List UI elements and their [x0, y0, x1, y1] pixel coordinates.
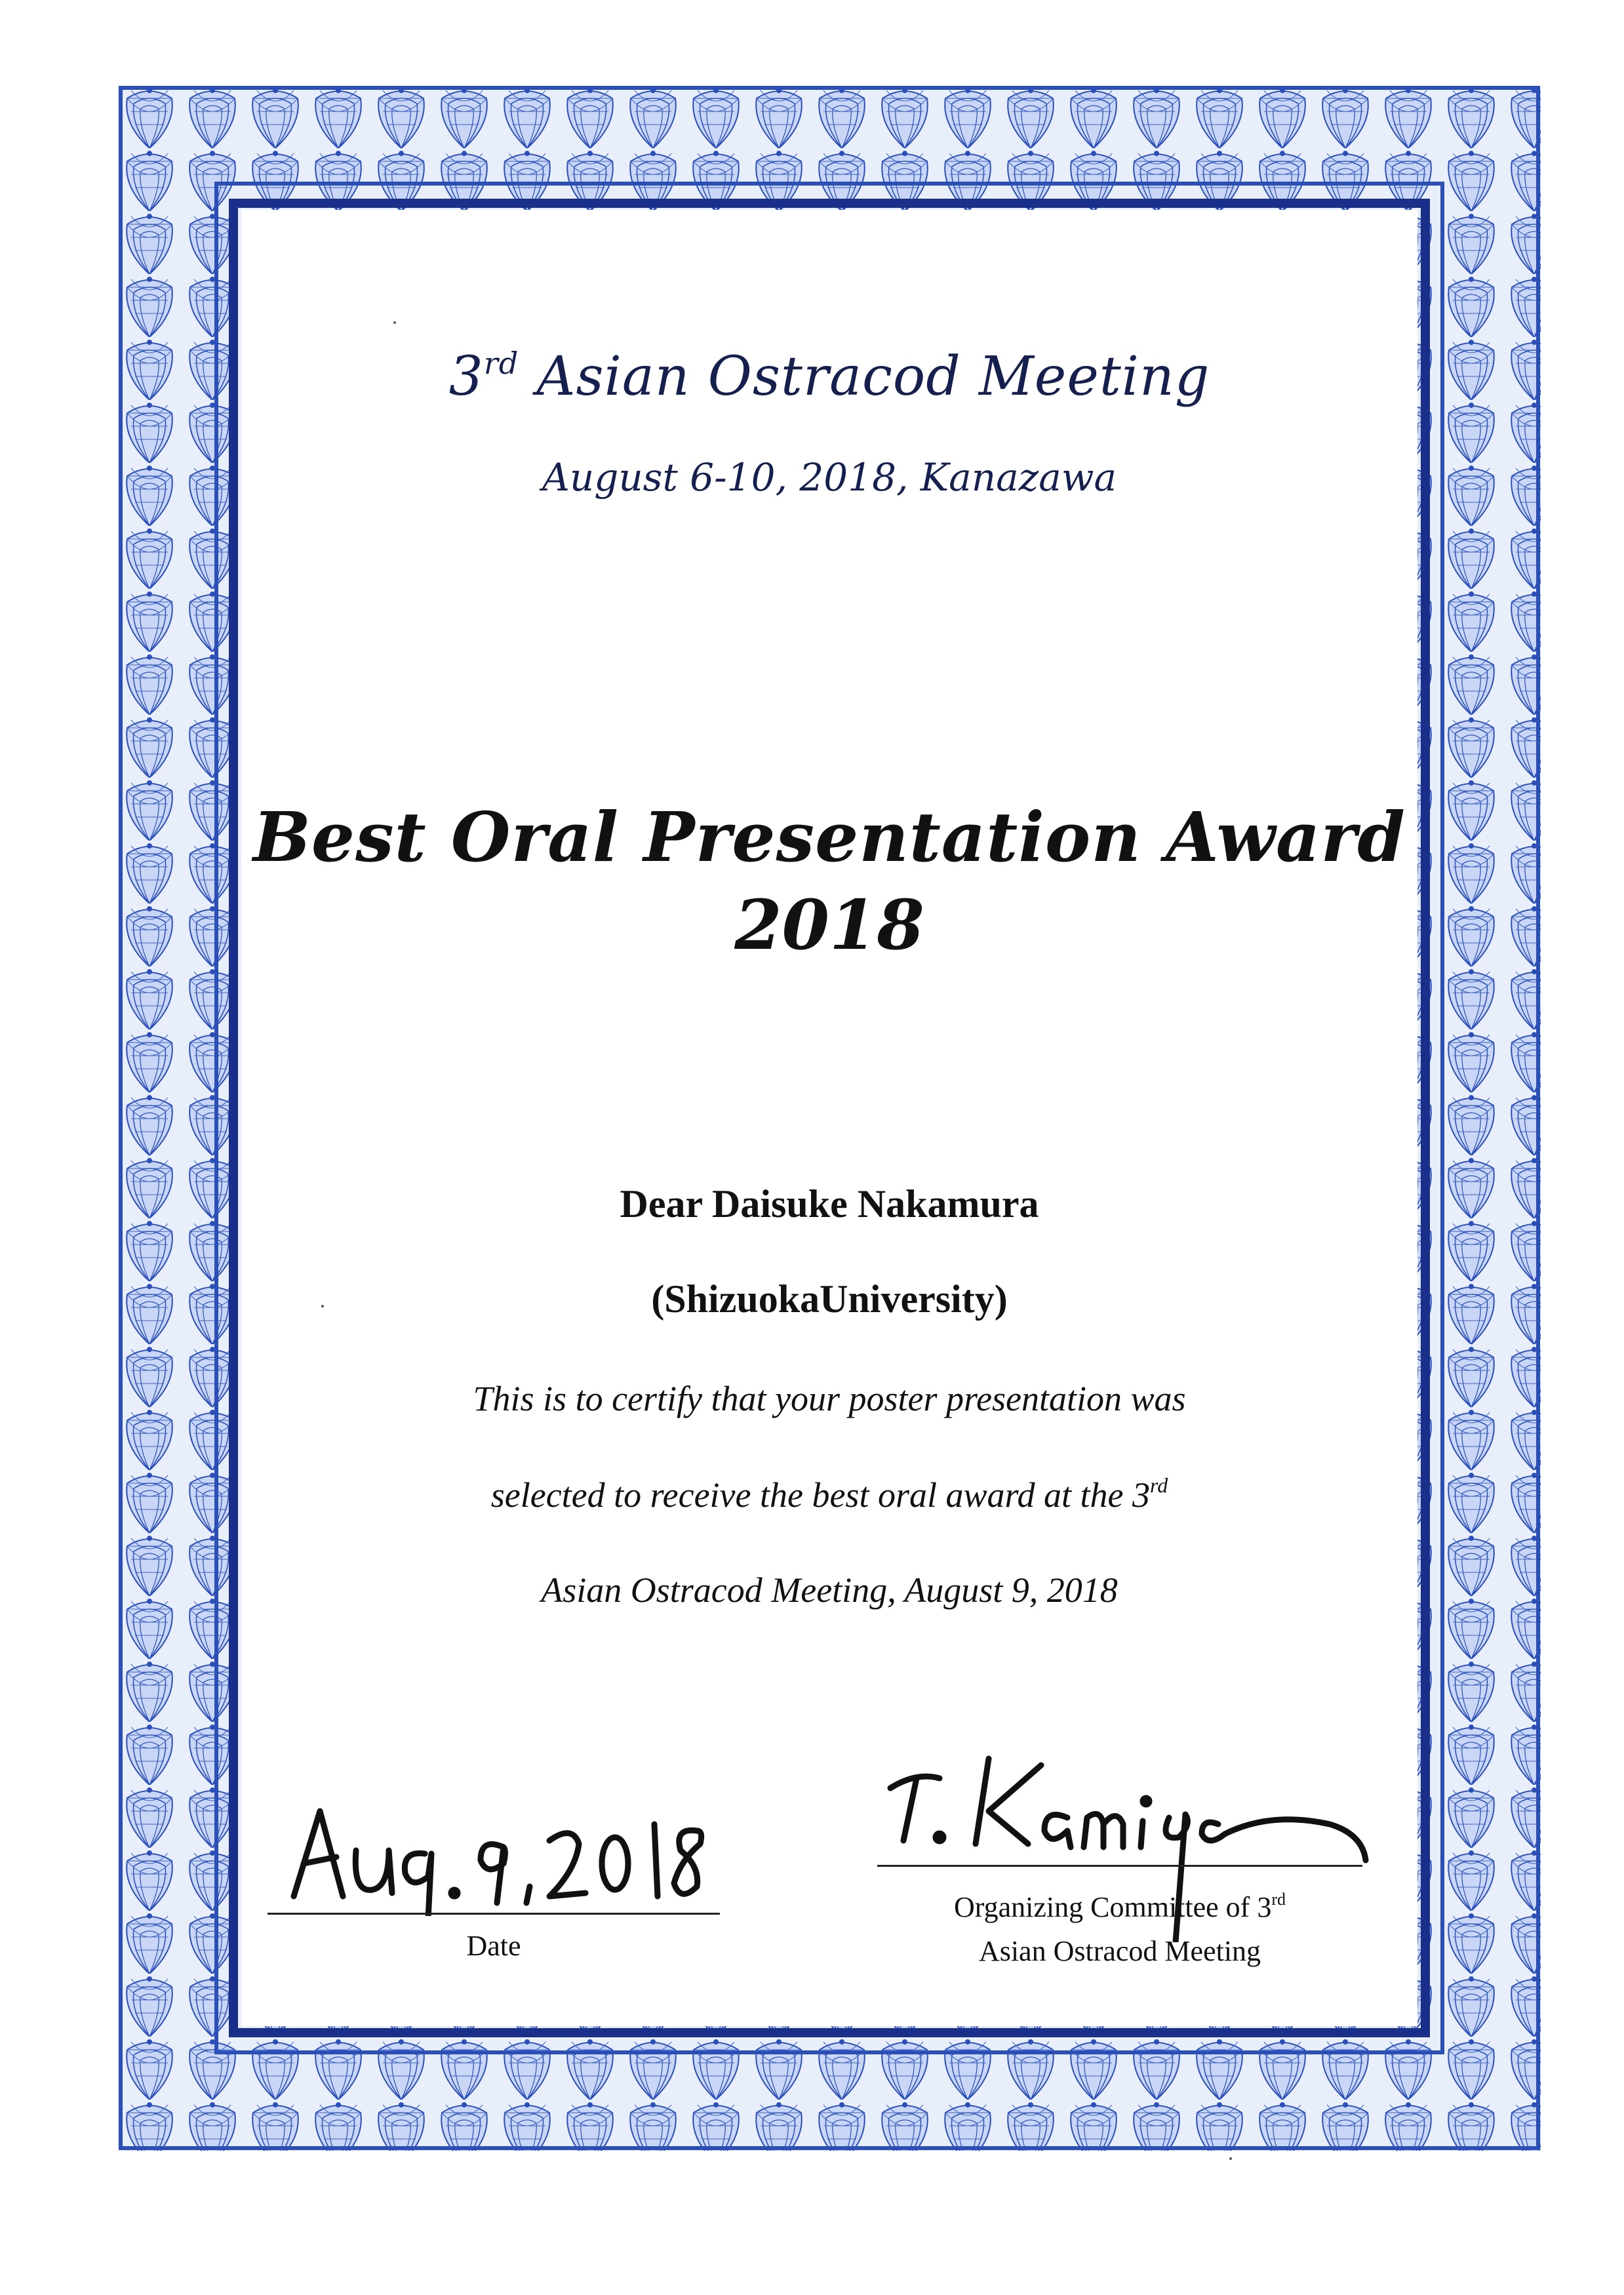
- certificate-text-line-3: Asian Ostracod Meeting, August 9, 2018: [541, 1570, 1118, 1610]
- recipient-affiliation: (ShizuokaUniversity): [651, 1277, 1008, 1321]
- certificate-text-line-1: This is to certify that your poster presentation was: [473, 1379, 1186, 1418]
- date-underline: [267, 1913, 720, 1915]
- award-title: Best Oral Presentation Award: [253, 797, 1406, 877]
- certificate-body: [241, 211, 1417, 2025]
- handwritten-date: [267, 1765, 720, 1916]
- committee-label-line-2: Asian Ostracod Meeting: [978, 1935, 1261, 1967]
- scan-speck: [393, 321, 396, 324]
- signature-block: [877, 1726, 1389, 2001]
- date-block: [267, 1765, 720, 1962]
- certificate-text-line-2: selected to receive the best oral award at the 3rd: [490, 1473, 1168, 1515]
- recipient-name: Dear Daisuke Nakamura: [620, 1182, 1039, 1226]
- award-year: 2018: [734, 885, 924, 965]
- meeting-title: 3rd Asian Ostracod Meeting: [448, 346, 1210, 408]
- meeting-date-place: August 6-10, 2018, Kanazawa: [542, 455, 1117, 500]
- committee-label-line-1: Organizing Committee of 3rd: [954, 1890, 1286, 1923]
- scan-speck: [321, 1305, 324, 1307]
- date-label: Date: [466, 1930, 521, 1962]
- scan-speck: [1229, 2157, 1232, 2160]
- signature-underline: [877, 1865, 1362, 1867]
